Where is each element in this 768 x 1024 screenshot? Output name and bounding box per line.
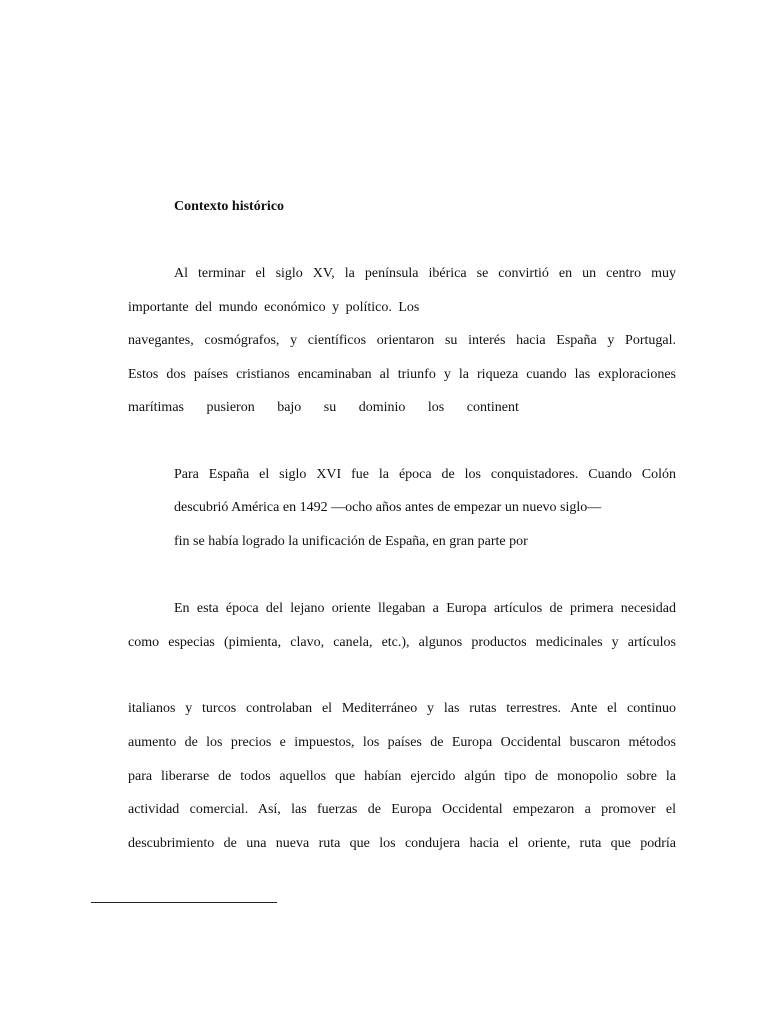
paragraph-line: actividad comercial. Así, las fuerzas de Europa Occidental empezaron a promover el xyxy=(128,802,676,817)
paragraph-line: aumento de los precios e impuestos, los países de Europa Occidental buscaron métodos xyxy=(128,735,676,750)
paragraph-line: En esta época del lejano oriente llegaban a Europa artículos de primera necesidad xyxy=(174,601,676,616)
paragraph-line: fin se había logrado la unificación de España, en gran parte por xyxy=(174,534,528,549)
paragraph-line: como especias (pimienta, clavo, canela, etc.), algunos productos medicinales y artículos xyxy=(128,635,676,650)
paragraph-line: italianos y turcos controlaban el Mediterráneo y las rutas terrestres. Ante el continuo xyxy=(128,701,676,716)
paragraph-line: descubrimiento de una nueva ruta que los condujera hacia el oriente, ruta que podría xyxy=(128,836,676,851)
paragraph-line: importante del mundo económico y político. Los xyxy=(128,300,420,315)
paragraph-line: para liberarse de todos aquellos que habían ejercido algún tipo de monopolio sobre la xyxy=(128,769,676,784)
paragraph-line: descubrió América en 1492 —ocho años antes de empezar un nuevo siglo— xyxy=(174,500,602,515)
footnote-separator xyxy=(91,902,277,903)
paragraph-line: marítimas pusieron bajo su dominio los continent xyxy=(128,400,519,415)
paragraph-line: Estos dos países cristianos encaminaban al triunfo y la riqueza cuando las exploraciones xyxy=(128,367,676,382)
paragraph-line: navegantes, cosmógrafos, y científicos orientaron su interés hacia España y Portugal. xyxy=(128,333,676,348)
paragraph-line: Al terminar el siglo XV, la península ibérica se convirtió en un centro muy xyxy=(174,266,676,281)
paragraph-line: Para España el siglo XVI fue la época de los conquistadores. Cuando Colón xyxy=(174,467,676,482)
section-heading: Contexto histórico xyxy=(174,199,285,214)
